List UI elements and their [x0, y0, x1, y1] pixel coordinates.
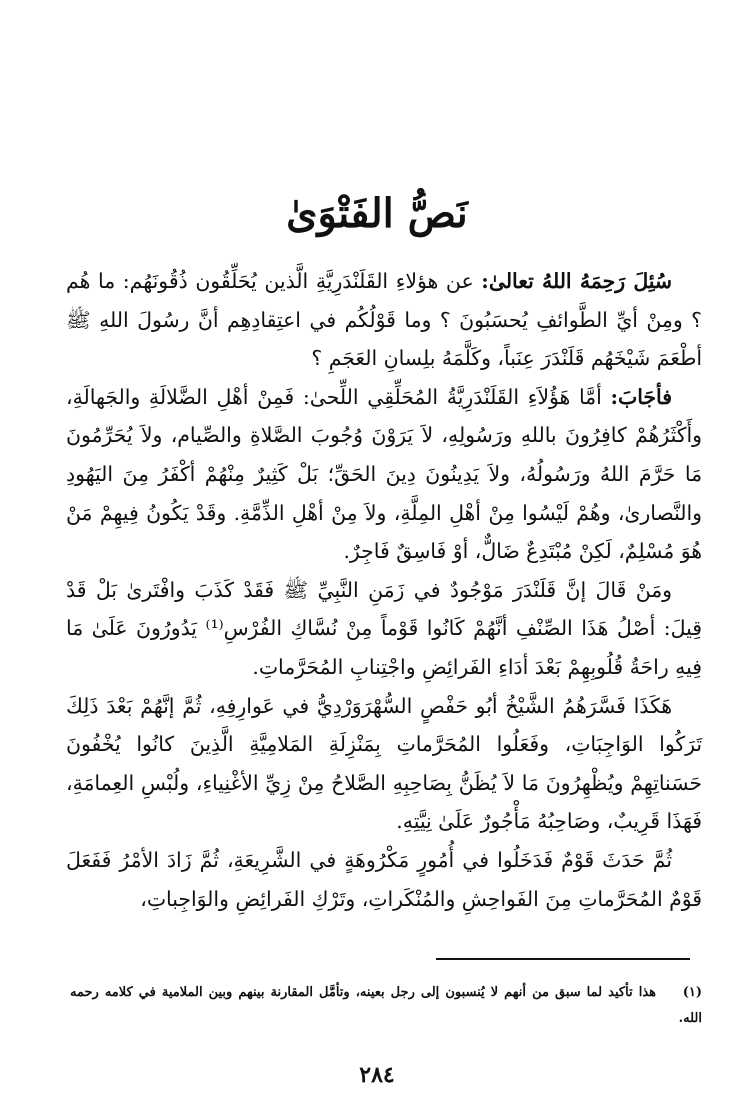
- paragraph-answer: [66, 378, 702, 571]
- later-groups-text: ثُمَّ حَدَثَ قَوْمٌ فَدَخَلُوا في أُمُورٍ مَكْرُوهَةٍ في الشَّرِيعَةِ، ثُمَّ زَادَ الأمْرُ فَفَعَلَ قَوْمٌ المُحَرَّماتِ مِنَ الفَواحِشِ والمُنْكَراتِ، وتَرْكِ الفَرائِضِ والوَاجِباتِ،: [66, 847, 702, 911]
- footnote-text: هذا تأكيد لما سبق من أنهم لا يُنسبون إلى رجل بعينه، وتأمَّل المقارنة بينهم وبين الملامية في كلامه رحمه الله.: [70, 985, 702, 1026]
- fatwa-body: [66, 262, 702, 918]
- paragraph-suhrawardi: [66, 687, 702, 841]
- origin-text: ومَنْ قَالَ إنَّ قَلَنْدَرَ مَوْجُودٌ في زَمَنِ النَّبِيِّ ﷺ فَقَدْ كَذَبَ وافْتَرىٰ بَلْ قَدْ قِيلَ: أصْلُ هَذَا الصِّنْفِ أنَّهُمْ كَانُوا قَوْماً مِنْ نُسَّاكِ الفُرْسِ⁽¹⁾ يَدُورُونَ عَلَىٰ مَا فِيهِ راحَةُ قُلُوبِهِمْ بَعْدَ أدَاءِ الفَرائِضِ واجْتِنابِ المُحَرَّماتِ.: [66, 577, 702, 679]
- page-title: نَصُّ الفَتْوَىٰ: [286, 190, 468, 237]
- paragraph-question: [66, 262, 702, 378]
- answer-lead: فأجَابَ:: [610, 384, 672, 409]
- footnote-divider: [436, 958, 690, 960]
- question-text: عن هؤلاءِ القَلَنْدَرِيَّةِ الَّذين يُحَلِّقُون ذُقُونَهُم: ما هُم ؟ ومِنْ أيِّ الطَّوائفِ يُحسَبُونَ ؟ وما قَوْلُكُم في اعتِقادِهِم أنَّ رسُولَ اللهِ ﷺ أطْعَمَ شَيْخَهُم قَلَنْدَرَ عِنَباً، وكَلَّمَهُ بلِسانِ العَجَمِ ؟: [66, 269, 702, 371]
- question-lead: سُئِلَ رَحِمَهُ اللهُ تعالىٰ:: [481, 269, 673, 293]
- page-number: ٢٨٤: [359, 1062, 395, 1088]
- paragraph-later-groups: [66, 841, 702, 918]
- footnote: [70, 980, 702, 1032]
- suhrawardi-text: هَكَذَا فَسَّرَهُمُ الشَّيْخُ أبُو حَفْصٍ السُّهْرَوَرْدِيُّ في عَوارِفِهِ، ثُمَّ إنَّهُمْ بَعْدَ ذَلِكَ تَرَكُوا الوَاجِبَاتِ، وفَعَلُوا المُحَرَّماتِ بِمَنْزِلَةِ المَلامِيَّةِ الَّذِينَ كانُوا يُخْفُونَ حَسَناتِهِمْ ويُظْهِرُونَ مَا لاَ يُظَنُّ بِصَاحِبِهِ الصَّلاحُ مِنْ زِيِّ الأغْنِياءِ، ولُبْسِ العِمامَةِ، فَهَذَا قَرِيبٌ، وصَاحِبُهُ مَأْجُورٌ عَلَىٰ نِيَّتِهِ.: [66, 693, 702, 834]
- footnote-number: (١): [682, 985, 702, 1000]
- paragraph-origin: [66, 571, 702, 687]
- answer-text: أمَّا هَؤُلاَءِ القَلَنْدَرِيَّةُ المُحَلِّقِي اللِّحىٰ: فَمِنْ أهْلِ الضَّلالَةِ والجَهالَةِ، وأَكْثَرُهُمْ كافِرُونَ باللهِ ورَسُولِهِ، لاَ يَرَوْنَ وُجُوبَ الصَّلاةِ والصِّيام، ولاَ يُحَرِّمُونَ مَا حَرَّمَ اللهُ ورَسُولُهُ، ولاَ يَدِينُونَ دِينَ الحَقِّ؛ بَلْ كَثِيرٌ مِنْهُمْ أكْفَرُ مِنَ اليَهُودِ والنَّصارىٰ، وهُمْ لَيْسُوا مِنْ أهْلِ المِلَّةِ، ولاَ مِنْ أهْلِ الذِّمَّةِ. وقَدْ يَكُونُ فِيهِمْ مَنْ هُوَ مُسْلِمٌ، لَكِنْ مُبْتَدِعٌ ضَالٌّ، أوْ فَاسِقٌ فَاجِرٌ.: [66, 384, 702, 564]
